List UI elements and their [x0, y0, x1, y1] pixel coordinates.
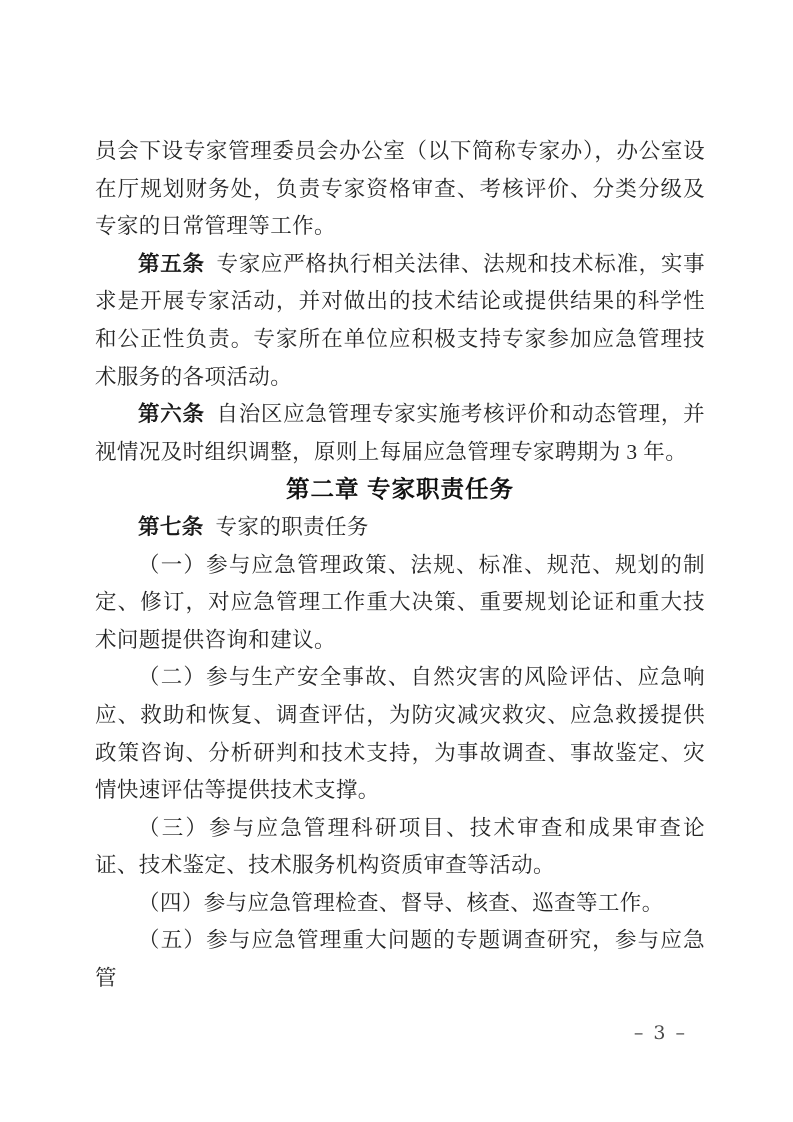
paragraph-text: （一）参与应急管理政策、法规、标准、规范、规划的制定、修订，对应急管理工作重大决策、重要规划论证和重大技术问题提供咨询和建议。: [95, 552, 705, 652]
paragraph-article-6: [95, 396, 705, 471]
paragraph-continuation: [95, 133, 705, 246]
paragraph-text: （二）参与生产安全事故、自然灾害的风险评估、应急响应、救助和恢复、调查评估，为防灾减灾救灾、应急救援提供政策咨询、分析研判和技术支持，为事故调查、事故鉴定、灾情快速评估等提供技术支撑。: [95, 665, 705, 803]
article-5-label: 第五条: [138, 251, 205, 276]
chapter-heading: 第二章 专家职责任务: [285, 476, 515, 503]
paragraph-text: 专家的职责任务: [215, 514, 369, 539]
article-6-label: 第六条: [138, 402, 205, 427]
paragraph-text: （三）参与应急管理科研项目、技术审查和成果审查论证、技术鉴定、技术服务机构资质审查等活动。: [95, 815, 705, 878]
paragraph-article-7: [95, 509, 705, 547]
paragraph-item-3: [95, 810, 705, 885]
paragraph-text: 自治区应急管理专家实施考核评价和动态管理，并视情况及时组织调整，原则上每届应急管理专家聘期为 3 年。: [95, 402, 705, 464]
page-number: – 3 –: [633, 1022, 687, 1044]
paragraph-text: （五）参与应急管理重大问题的专题调查研究，参与应急管: [95, 928, 705, 991]
paragraph-article-5: [95, 246, 705, 396]
paragraph-text: （四）参与应急管理检查、督导、核查、巡查等工作。: [138, 890, 664, 915]
article-7-label: 第七条: [138, 514, 204, 539]
paragraph-text: 专家应严格执行相关法律、法规和技术标准，实事求是开展专家活动，并对做出的技术结论或提供结果的科学性和公正性负责。专家所在单位应积极支持专家参加应急管理技术服务的各项活动。: [95, 251, 705, 389]
document-body: [95, 133, 705, 998]
paragraph-item-5: [95, 922, 705, 997]
paragraph-item-1: [95, 547, 705, 660]
paragraph-text: 员会下设专家管理委员会办公室（以下简称专家办），办公室设在厅规划财务处，负责专家资格审查、考核评价、分类分级及专家的日常管理等工作。: [95, 139, 705, 239]
paragraph-item-4: [95, 885, 705, 923]
paragraph-item-2: [95, 659, 705, 809]
